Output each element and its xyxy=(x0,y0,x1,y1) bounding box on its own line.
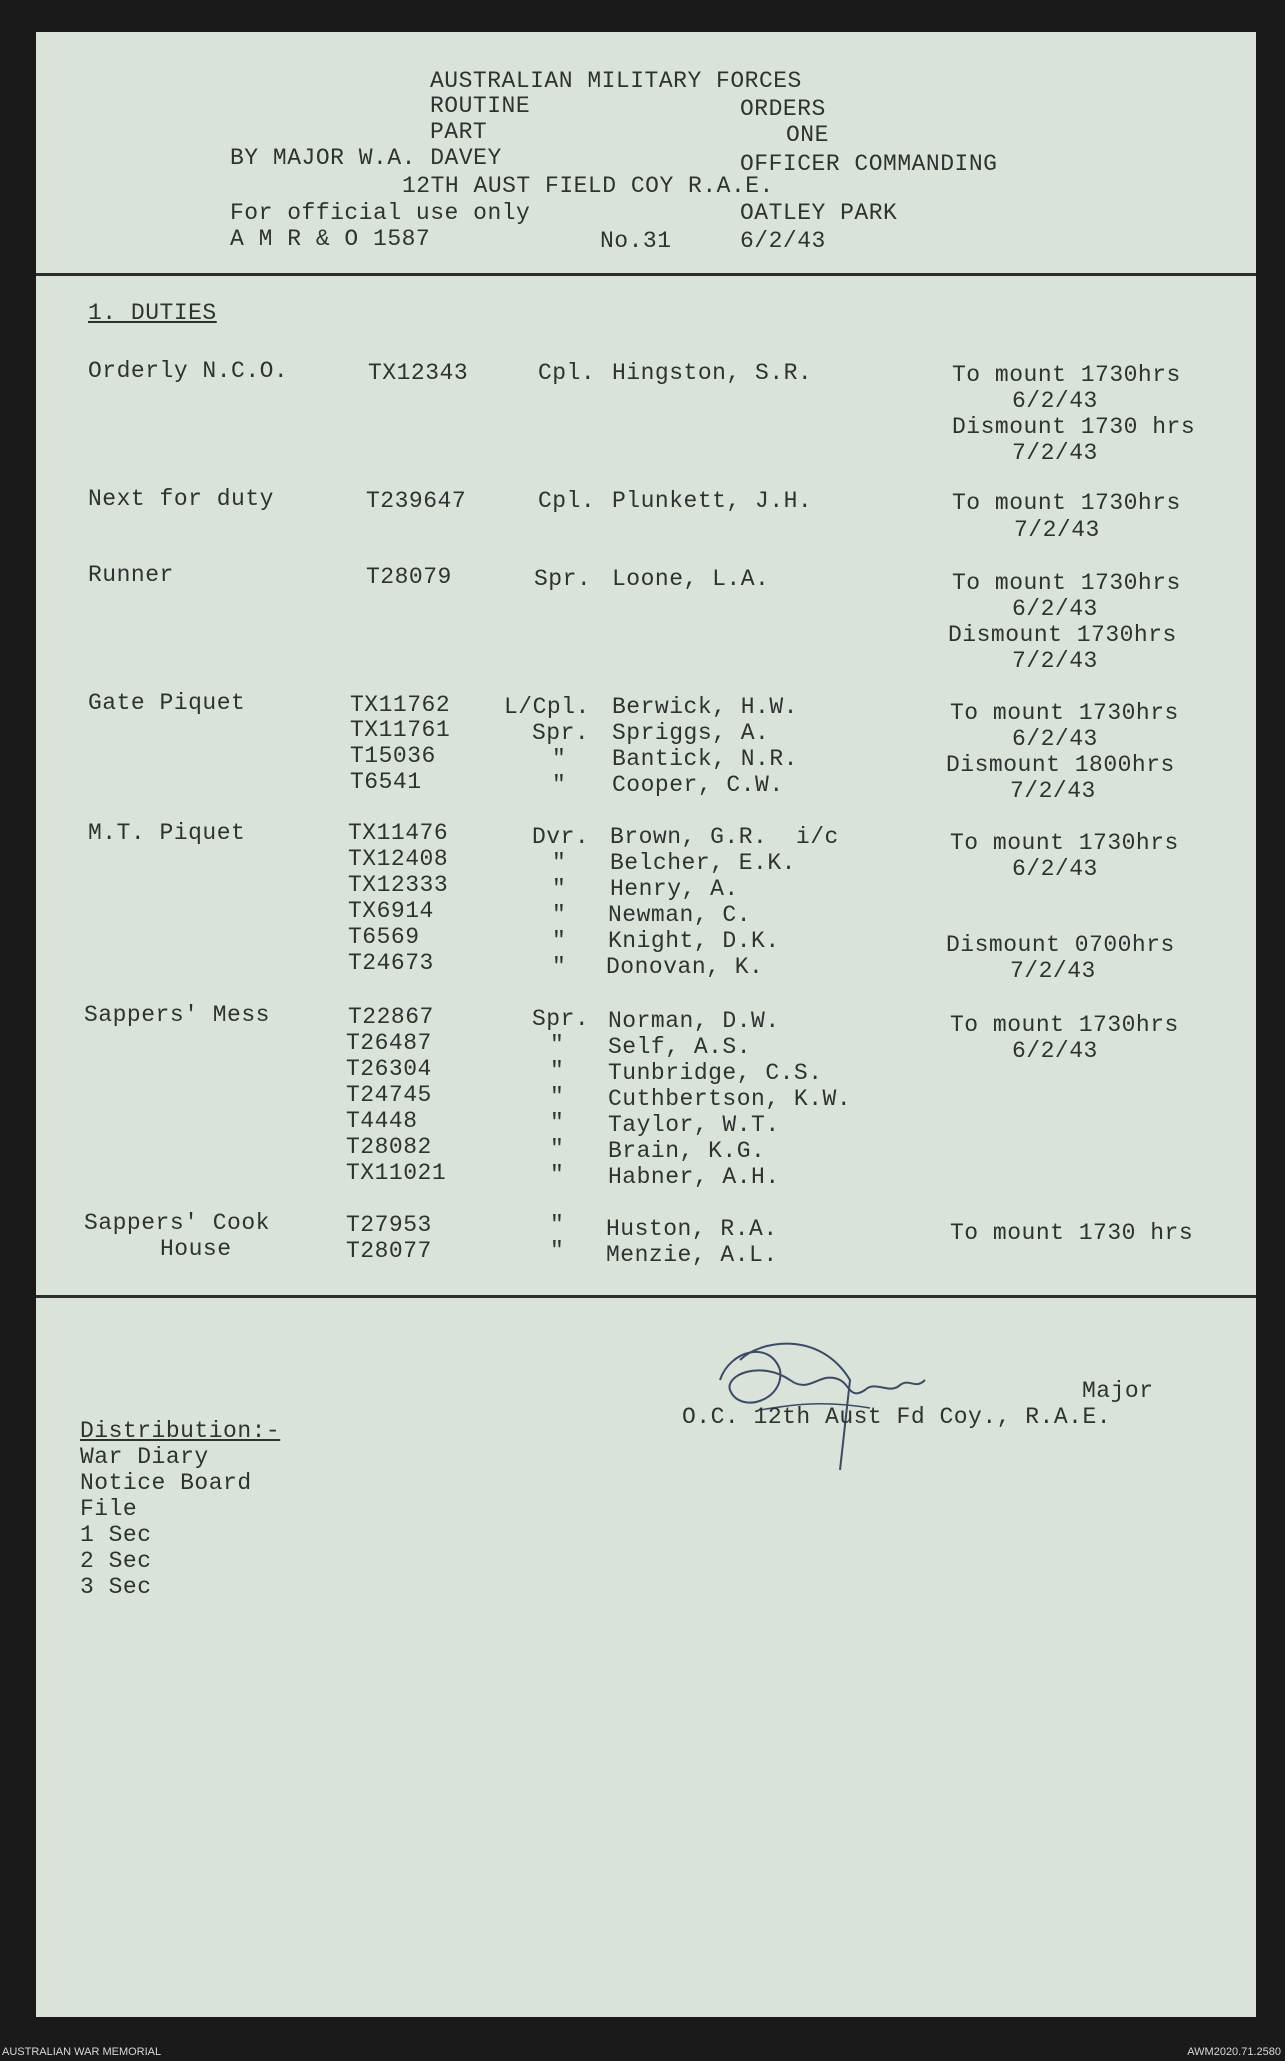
header-number: No.31 xyxy=(600,228,672,254)
header-unit: 12TH AUST FIELD COY R.A.E. xyxy=(402,173,774,199)
distribution-item: War Diary xyxy=(80,1444,209,1470)
section-title: 1. DUTIES xyxy=(88,300,217,326)
header-title: AUSTRALIAN MILITARY FORCES xyxy=(430,68,802,94)
signature-rank: Major xyxy=(1082,1378,1154,1404)
distribution-item: Notice Board xyxy=(80,1470,252,1496)
header-official: For official use only xyxy=(230,200,531,226)
header-one: ONE xyxy=(786,122,829,148)
distribution-item: 2 Sec xyxy=(80,1548,152,1574)
header-amr: A M R & O 1587 xyxy=(230,226,431,252)
distribution-item: 3 Sec xyxy=(80,1574,152,1600)
header-date: 6/2/43 xyxy=(740,228,826,254)
duties-divider xyxy=(36,1295,1256,1298)
header-routine: ROUTINE xyxy=(430,93,531,119)
header-orders: ORDERS xyxy=(740,96,826,122)
distribution-item: 1 Sec xyxy=(80,1522,152,1548)
handwritten-signature xyxy=(700,1320,960,1480)
header-part: PART xyxy=(430,119,488,145)
footer-accession-number: AWM2020.71.2580 xyxy=(1187,2046,1281,2058)
distribution-item: File xyxy=(80,1496,138,1522)
header-location: OATLEY PARK xyxy=(740,200,898,226)
distribution-title: Distribution:- xyxy=(80,1418,281,1444)
header-officer: OFFICER COMMANDING xyxy=(740,151,998,177)
header-divider xyxy=(36,273,1256,276)
header-by: BY MAJOR W.A. DAVEY xyxy=(230,145,502,171)
footer-credit: AUSTRALIAN WAR MEMORIAL xyxy=(2,2046,162,2058)
signature-unit: O.C. 12th Aust Fd Coy., R.A.E. xyxy=(682,1404,1112,1430)
